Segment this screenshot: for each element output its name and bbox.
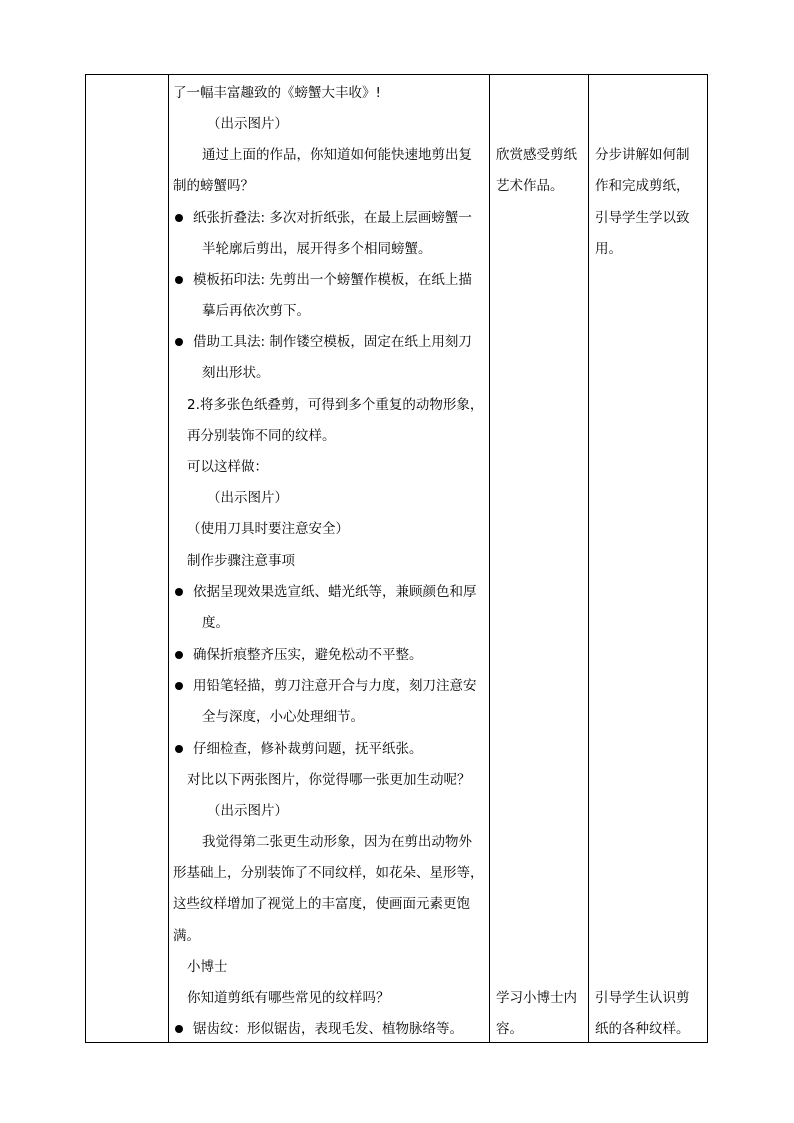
content-line: 纸张折叠法: 多次对折纸张，在最上层画螃蟹一 (193, 210, 472, 226)
design-line: 引导学生学以致 (595, 210, 690, 226)
content-line: 依据呈现效果选宣纸、蜡光纸等，兼顾颜色和厚 (193, 584, 477, 600)
content-line: 确保折痕整齐压实，避免松动不平整。 (193, 647, 423, 663)
content-line: 摹后再依次剪下。 (202, 303, 310, 319)
design-line: 用。 (595, 241, 622, 257)
bullet-icon (175, 1025, 183, 1033)
content-line: 模板拓印法: 先剪出一个螃蟹作模板，在纸上描 (193, 272, 472, 288)
content-line: 借助工具法: 制作镂空模板，固定在纸上用刻刀 (193, 334, 472, 350)
bullet-icon (175, 682, 183, 690)
student-line: 欣赏感受剪纸 (496, 147, 577, 163)
content-line: 仔细检查，修补裁剪问题，抚平纸张。 (193, 741, 423, 757)
design-line: 纸的各种纹样。 (595, 1021, 690, 1037)
student-line: 艺术作品。 (496, 178, 564, 194)
content-line: 小博士 (187, 959, 228, 975)
bullet-icon (175, 214, 183, 222)
bullet-icon (175, 338, 183, 346)
student-activity-cell (490, 75, 589, 1043)
content-line: 这些纹样增加了视觉上的丰富度，使画面元素更饱 (173, 896, 470, 912)
content-line: 制的螃蟹吗？ (173, 178, 254, 194)
student-line: 学习小博士内 (496, 990, 577, 1006)
content-line: 我觉得第二张更生动形象，因为在剪出动物外 (202, 834, 472, 850)
content-line: （出示图片） (207, 116, 288, 132)
bullet-icon (175, 745, 183, 753)
content-line: 再分别装饰不同的纹样。 (187, 428, 336, 444)
content-line: 半轮廓后剪出，展开得多个相同螃蟹。 (202, 241, 432, 257)
teaching-content-cell (169, 75, 490, 1043)
content-line: 通过上面的作品，你知道如何能快速地剪出复 (202, 147, 472, 163)
content-line: 满。 (173, 928, 200, 944)
content-line: （使用刀具时要注意安全） (187, 521, 349, 537)
bullet-icon (175, 588, 183, 596)
content-line: （出示图片） (207, 490, 288, 506)
student-line: 容。 (496, 1021, 523, 1037)
content-line: 锯齿纹：形似锯齿，表现毛发、植物脉络等。 (193, 1021, 463, 1037)
bullet-icon (175, 651, 183, 659)
content-line: 全与深度，小心处理细节。 (202, 709, 364, 725)
content-line: 形基础上，分别装饰了不同纹样，如花朵、星形等， (173, 865, 484, 881)
stage-cell (86, 75, 169, 1043)
content-line: 制作步骤注意事项 (187, 553, 295, 569)
content-line: 你知道剪纸有哪些常见的纹样吗？ (187, 990, 390, 1006)
table-row (86, 75, 708, 1043)
content-line: 可以这样做： (187, 459, 268, 475)
design-line: 引导学生认识剪 (595, 990, 690, 1006)
design-line: 分步讲解如何制 (595, 147, 690, 163)
content-line: 用铅笔轻描，剪刀注意开合与力度，刻刀注意安 (193, 678, 477, 694)
design-intent-cell (589, 75, 708, 1043)
content-line: 了一幅丰富趣致的《螃蟹大丰收》! (173, 85, 381, 101)
content-line: 度。 (202, 615, 229, 631)
content-line: 对比以下两张图片，你觉得哪一张更加生动呢？ (187, 772, 471, 788)
design-line: 作和完成剪纸， (595, 178, 690, 194)
content-line: （出示图片） (207, 803, 288, 819)
bullet-icon (175, 276, 183, 284)
content-line: 刻出形状。 (202, 365, 270, 381)
content-line: 2.将多张色纸叠剪，可得到多个重复的动物形象， (187, 397, 484, 413)
lesson-table (85, 74, 708, 1043)
